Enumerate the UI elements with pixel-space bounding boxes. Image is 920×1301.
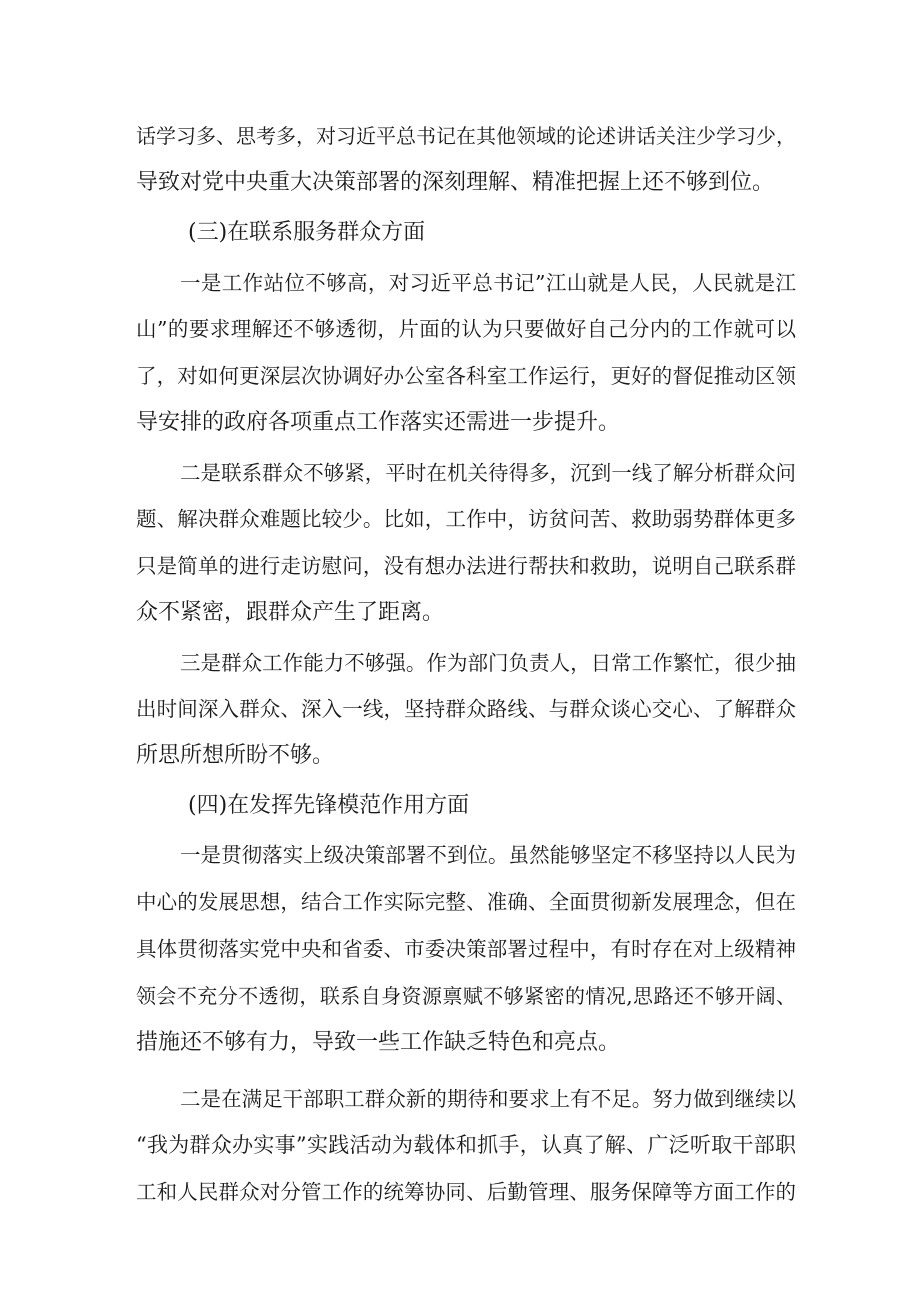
- section-heading: (四)在发挥先锋模范作用方面: [188, 793, 470, 818]
- paragraph-line: 一是工作站位不够高，对习近平总书记”江山就是人民，人民就是江: [180, 271, 796, 295]
- paragraph-line: 具体贯彻落实党中央和省委、市委决策部署过程中，有时存在对上级精神: [136, 937, 796, 961]
- paragraph-line: 山”的要求理解还不够透彻，片面的认为只要做好自己分内的工作就可以: [136, 317, 796, 341]
- paragraph-line: 三是群众工作能力不够强。作为部门负责人，日常工作繁忙，很少抽: [180, 651, 796, 675]
- paragraph-line: 一是贯彻落实上级决策部署不到位。虽然能够坚定不移坚持以人民为: [180, 843, 796, 867]
- paragraph-line: 题、解决群众难题比较少。比如，工作中，访贫问苦、救助弱势群体更多: [136, 507, 796, 531]
- paragraph-line: 出时间深入群众、深入一线，坚持群众路线、与群众谈心交心、了解群众: [136, 697, 796, 721]
- paragraph-line: 二是联系群众不够紧，平时在机关待得多，沉到一线了解分析群众问: [180, 461, 796, 485]
- paragraph-line: 导安排的政府各项重点工作落实还需进一步提升。: [136, 410, 621, 435]
- paragraph-line: 中心的发展思想，结合工作实际完整、准确、全面贯彻新发展理念，但在: [136, 890, 796, 914]
- paragraph-line: 只是简单的进行走访慰问，没有想办法进行帮扶和救助，说明自己联系群: [136, 554, 796, 578]
- paragraph-line: 措施还不够有力，导致一些工作缺乏特色和亮点。: [136, 1030, 621, 1055]
- paragraph-line: 所思所想所盼不够。: [136, 743, 335, 768]
- paragraph-line: 工和人民群众对分管工作的统筹协同、后勤管理、服务保障等方面工作的: [136, 1180, 796, 1204]
- paragraph-line: 话学习多、思考多，对习近平总书记在其他领域的论述讲话关注少学习少，: [136, 124, 796, 148]
- section-heading: (三)在联系服务群众方面: [188, 220, 426, 245]
- paragraph-line: 二是在满足干部职工群众新的期待和要求上有不足。努力做到继续以: [180, 1087, 796, 1111]
- paragraph-line: “我为群众办实事”实践活动为载体和抓手，认真了解、广泛听取干部职: [136, 1133, 796, 1157]
- paragraph-line: 了，对如何更深层次协调好办公室各科室工作运行，更好的督促推动区领: [136, 364, 796, 388]
- paragraph-line: 众不紧密，跟群众产生了距离。: [136, 600, 445, 625]
- paragraph-line: 领会不充分不透彻，联系自身资源禀赋不够紧密的情况,思路还不够开阔、: [136, 984, 796, 1008]
- paragraph-line: 导致对党中央重大决策部署的深刻理解、精准把握上还不够到位。: [136, 170, 775, 195]
